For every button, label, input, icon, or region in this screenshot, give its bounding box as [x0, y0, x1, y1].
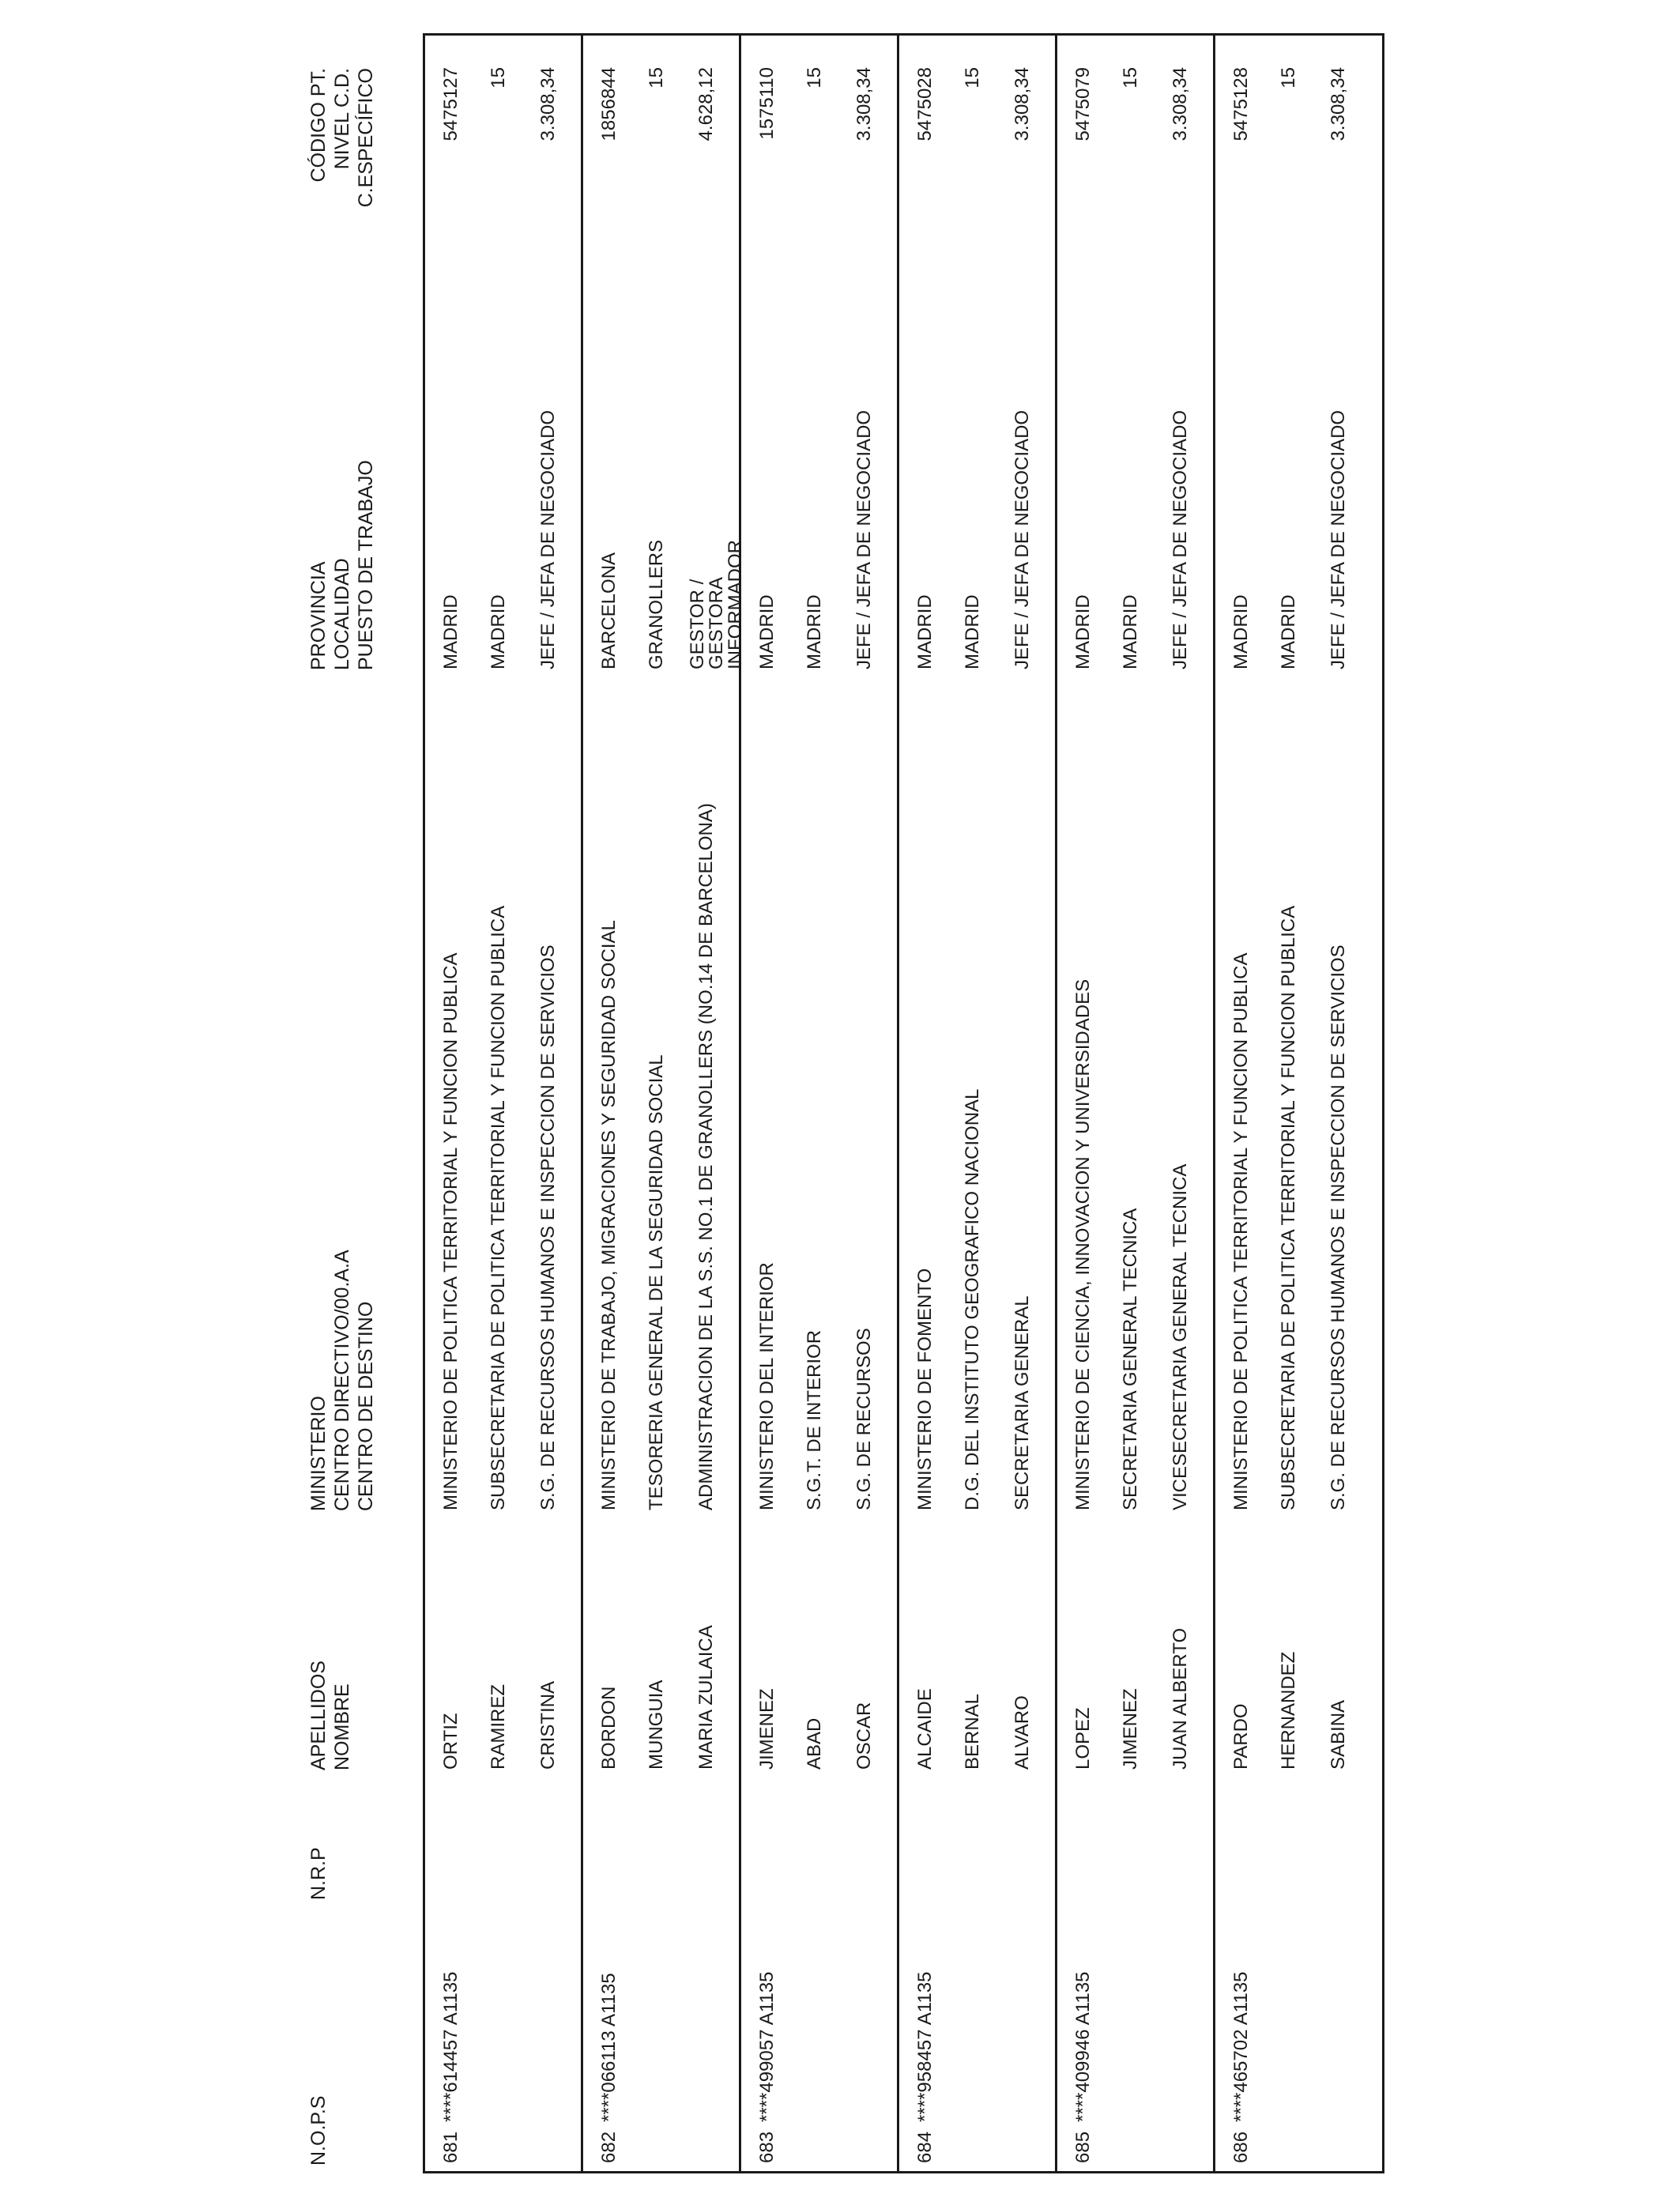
- row-puesto: JEFE / JEFA DE NEGOCIADO: [1170, 409, 1191, 669]
- row-centro-directivo: SUBSECRETARIA DE POLITICA TERRITORIAL Y FUNCION PUBLICA: [488, 905, 509, 1510]
- row-apellido1: ALCAIDE: [914, 1688, 936, 1770]
- header-provincia-label: PROVINCIA: [307, 561, 330, 670]
- header-ministry: [307, 1250, 378, 1511]
- row-nombre: OSCAR: [853, 1702, 875, 1770]
- row-apellido1: BORDON: [598, 1686, 620, 1770]
- header-centro-destino-label: CENTRO DE DESTINO: [355, 1301, 377, 1511]
- table-header: [307, 0, 414, 2194]
- table-row: [425, 36, 583, 2171]
- header-nops: [307, 2096, 330, 2166]
- header-puesto-label: PUESTO DE TRABAJO: [355, 460, 377, 670]
- row-nrp: ****409946 A1135: [1072, 1971, 1094, 2122]
- row-c-especifico: 4.628,12: [695, 67, 717, 141]
- header-centro-directivo-label: CENTRO DIRECTIVO/00.A.A: [331, 1250, 353, 1511]
- header-nombre-label: NOMBRE: [331, 1683, 353, 1770]
- row-nops: 683: [756, 2131, 778, 2163]
- row-provincia: MADRID: [756, 594, 778, 669]
- row-nrp: ****499057 A1135: [756, 1971, 778, 2122]
- row-apellido1: PARDO: [1230, 1703, 1252, 1770]
- row-puesto: JEFE / JEFA DE NEGOCIADO: [1328, 409, 1349, 669]
- row-centro-destino: SECRETARIA GENERAL: [1011, 1295, 1033, 1510]
- header-ministerio-label: MINISTERIO: [307, 1396, 330, 1511]
- row-centro-destino: S.G. DE RECURSOS: [853, 1328, 875, 1510]
- row-apellido2: JIMENEZ: [1120, 1688, 1141, 1770]
- header-codigo-pt-label: CÓDIGO PT.: [307, 68, 330, 183]
- row-apellido2: ABAD: [804, 1717, 825, 1770]
- row-nops: 682: [598, 2131, 620, 2163]
- table-row: [1215, 36, 1373, 2171]
- row-ministerio: MINISTERIO DE FOMENTO: [914, 1268, 936, 1510]
- row-codigo-pt: 5475079: [1072, 67, 1094, 141]
- row-nombre: MARIA ZULAICA: [695, 1625, 717, 1770]
- header-apellidos-label: APELLIDOS: [307, 1661, 330, 1770]
- row-centro-directivo: SECRETARIA GENERAL TECNICA: [1120, 1208, 1141, 1510]
- row-apellido2: RAMIREZ: [488, 1684, 509, 1770]
- row-c-especifico: 3.308,34: [853, 67, 875, 141]
- row-c-especifico: 3.308,34: [1170, 67, 1191, 141]
- header-code: [307, 68, 378, 234]
- row-nops: 686: [1230, 2131, 1252, 2163]
- row-nombre: SABINA: [1328, 1699, 1349, 1770]
- row-puesto: JEFE / JEFA DE NEGOCIADO: [537, 409, 559, 669]
- row-nivel-cd: 15: [962, 67, 983, 89]
- row-nivel-cd: 15: [646, 67, 667, 89]
- row-provincia: MADRID: [914, 594, 936, 669]
- row-provincia: MADRID: [440, 594, 461, 669]
- header-names: [307, 1661, 354, 1770]
- table-row: [583, 36, 746, 2171]
- row-nombre: JUAN ALBERTO: [1170, 1627, 1191, 1770]
- row-ministerio: MINISTERIO DE CIENCIA, INNOVACION Y UNIVERSIDADES: [1072, 978, 1094, 1510]
- table-row: [741, 36, 899, 2171]
- row-centro-destino: S.G. DE RECURSOS HUMANOS E INSPECCION DE SERVICIOS: [537, 944, 559, 1510]
- row-centro-directivo: TESORERIA GENERAL DE LA SEGURIDAD SOCIAL: [646, 1054, 667, 1510]
- row-apellido2: HERNANDEZ: [1278, 1651, 1299, 1770]
- header-localidad-label: LOCALIDAD: [331, 558, 353, 670]
- row-c-especifico: 3.308,34: [1328, 67, 1349, 141]
- header-nivel-cd-label: NIVEL C.D.: [331, 68, 353, 170]
- row-nops: 685: [1072, 2131, 1094, 2163]
- row-nrp: ****958457 A1135: [914, 1971, 936, 2122]
- header-c-especifico-label: C.ESPECÍFICO: [355, 68, 377, 208]
- records-table: [423, 33, 1384, 2173]
- row-ministerio: MINISTERIO DEL INTERIOR: [756, 1262, 778, 1510]
- row-nrp: ****465702 A1135: [1230, 1971, 1252, 2122]
- header-nrp: [307, 1847, 330, 1900]
- row-nivel-cd: 15: [1278, 67, 1299, 89]
- row-nivel-cd: 15: [488, 67, 509, 89]
- row-nrp: ****614457 A1135: [440, 1971, 461, 2122]
- row-puesto: JEFE / JEFA DE NEGOCIADO: [1011, 409, 1033, 669]
- header-nops-label: N.O.P.S: [307, 2095, 330, 2166]
- row-puesto: JEFE / JEFA DE NEGOCIADO: [853, 409, 875, 669]
- row-nombre: CRISTINA: [537, 1680, 559, 1770]
- row-ministerio: MINISTERIO DE POLITICA TERRITORIAL Y FUNCION PUBLICA: [1230, 952, 1252, 1510]
- row-centro-directivo: SUBSECRETARIA DE POLITICA TERRITORIAL Y FUNCION PUBLICA: [1278, 905, 1299, 1510]
- table-row: [1057, 36, 1215, 2171]
- row-centro-directivo: S.G.T. DE INTERIOR: [804, 1329, 825, 1510]
- row-apellido2: BERNAL: [962, 1693, 983, 1770]
- row-codigo-pt: 5475028: [914, 67, 936, 141]
- row-nombre: ALVARO: [1011, 1695, 1033, 1770]
- row-codigo-pt: 1575110: [756, 67, 778, 140]
- row-nrp: ****066113 A1135: [598, 1973, 620, 2122]
- header-province: [307, 460, 378, 670]
- row-localidad: MADRID: [1278, 594, 1299, 669]
- row-c-especifico: 3.308,34: [1011, 67, 1033, 141]
- row-localidad: MADRID: [488, 594, 509, 669]
- row-nivel-cd: 15: [1120, 67, 1141, 89]
- table-row: [899, 36, 1057, 2171]
- row-localidad: MADRID: [962, 594, 983, 669]
- row-puesto: GESTOR / GESTORA INFORMADOR: [687, 540, 746, 669]
- row-nops: 684: [914, 2131, 936, 2163]
- row-provincia: MADRID: [1230, 594, 1252, 669]
- row-centro-directivo: D.G. DEL INSTITUTO GEOGRAFICO NACIONAL: [962, 1088, 983, 1510]
- row-localidad: GRANOLLERS: [646, 539, 667, 669]
- row-codigo-pt: 5475128: [1230, 67, 1252, 141]
- row-apellido2: MUNGUIA: [646, 1679, 667, 1770]
- row-ministerio: MINISTERIO DE POLITICA TERRITORIAL Y FUNCION PUBLICA: [440, 952, 461, 1510]
- header-nrp-label: N.R.P: [307, 1847, 330, 1900]
- row-nivel-cd: 15: [804, 67, 825, 89]
- row-codigo-pt: 1856844: [598, 67, 620, 141]
- row-nops: 681: [440, 2131, 461, 2163]
- row-ministerio: MINISTERIO DE TRABAJO, MIGRACIONES Y SEGURIDAD SOCIAL: [598, 920, 620, 1510]
- row-c-especifico: 3.308,34: [537, 67, 559, 141]
- row-provincia: BARCELONA: [598, 552, 620, 669]
- row-apellido1: JIMENEZ: [756, 1688, 778, 1770]
- row-apellido1: ORTIZ: [440, 1713, 461, 1770]
- row-centro-destino: S.G. DE RECURSOS HUMANOS E INSPECCION DE SERVICIOS: [1328, 944, 1349, 1510]
- row-apellido1: LOPEZ: [1072, 1707, 1094, 1770]
- row-centro-destino: ADMINISTRACION DE LA S.S. NO.1 DE GRANOLLERS (NO.14 DE BARCELONA): [695, 803, 717, 1510]
- row-localidad: MADRID: [804, 594, 825, 669]
- row-localidad: MADRID: [1120, 594, 1141, 669]
- row-provincia: MADRID: [1072, 594, 1094, 669]
- row-codigo-pt: 5475127: [440, 67, 461, 141]
- row-centro-destino: VICESECRETARIA GENERAL TECNICA: [1170, 1163, 1191, 1510]
